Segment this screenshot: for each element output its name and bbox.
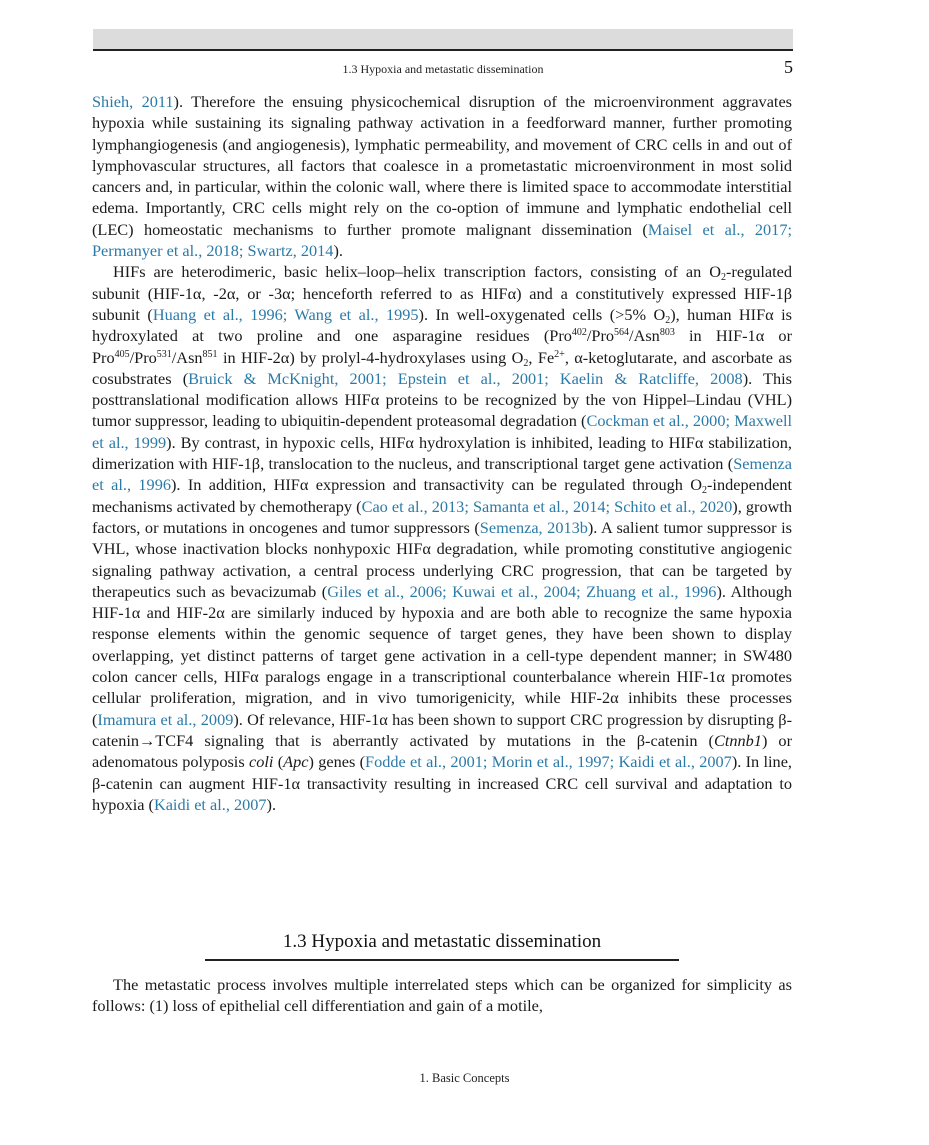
text-run: ). A salient tumor suppressor is VHL, whose inactivation blocks nonhypoxic HIFα degradation, while promoting constitutive angiogenic signaling pathway activation, a central process underlying CRC progression, that can be targeted by therapeutics such as bevacizumab (	[92, 517, 793, 601]
text-run: /Asn	[629, 326, 660, 346]
running-title: 1.3 Hypoxia and metastatic dissemination	[342, 62, 544, 76]
text-run: ). In line, β-catenin can augment HIF-1α transactivity resulting in increased CRC cell survival and adaptation to hypoxia (	[92, 752, 792, 814]
citation-link[interactable]: Huang et al., 1996; Wang et al., 1995	[152, 304, 419, 324]
text-run: ). In addition, HIFα expression and transactivity can be regulated through O	[170, 475, 703, 495]
citation-link[interactable]: Fodde et al., 2001; Morin et al., 1997; Kaidi et al., 2007	[365, 752, 732, 772]
superscript: 2+	[554, 348, 565, 360]
subscript: 2	[523, 357, 529, 369]
superscript: 402	[571, 327, 587, 339]
text-run: /Asn	[171, 347, 203, 367]
subscript: 2	[665, 314, 671, 326]
text-run: HIFs are heterodimeric, basic helix–loop–helix transcription factors, consisting of an O	[113, 262, 721, 282]
text-run: ) genes (	[308, 752, 366, 772]
text-run: ). This posttranslational modification allows HIFα proteins to be recognized by the von Hippel–Lindau (VHL) tumor suppressor, leading to ubiquitin-dependent proteasomal degradation (	[92, 368, 792, 431]
page-number: 5	[784, 57, 793, 77]
paragraph-2	[92, 261, 792, 815]
citation-link[interactable]: Kaidi et al., 2007	[153, 794, 267, 814]
text-run: ). Of relevance, HIF-1α has been shown to support CRC progression by disrupting β-catenin→TCF4 signaling that is aberrantly activated by mutations in the β-catenin (	[92, 709, 792, 750]
citation-link[interactable]: Maisel et al., 2017; Permanyer et al., 2018; Swartz, 2014	[92, 219, 792, 261]
citation-link[interactable]: Semenza, 2013b	[479, 517, 588, 537]
text-run: -regulated subunit (HIF-1α, -2α, or -3α; henceforth referred to as HIFα) and a constitutively expressed HIF-1β subunit (	[92, 262, 792, 324]
citation-link[interactable]: Giles et al., 2006; Kuwai et al., 2004; Zhuang et al., 1996	[327, 581, 717, 601]
text-run: ), growth factors, or mutations in oncogenes and tumor suppressors (	[92, 496, 793, 537]
citation-link[interactable]: Cockman et al., 2000; Maxwell et al., 1999	[92, 411, 792, 452]
subscript: 2	[702, 485, 708, 497]
text-run: , α-ketoglutarate, and ascorbate as cosubstrates (	[92, 347, 792, 388]
text-run: ).	[266, 794, 277, 814]
main-body	[92, 91, 792, 815]
citation-link[interactable]: Bruick & McKnight, 2001; Epstein et al., 2001; Kaelin & Ratcliffe, 2008	[188, 368, 743, 388]
gene-name-italic: Ctnnb1	[713, 730, 762, 750]
gene-name-italic: Apc	[283, 752, 309, 772]
superscript: 564	[614, 327, 630, 339]
text-run: /Pro	[586, 326, 615, 346]
text-run: ) or adenomatous polyposis	[92, 730, 792, 772]
citation-link[interactable]: Cao et al., 2013; Samanta et al., 2014; Schito et al., 2020	[361, 496, 733, 516]
subscript: 2	[721, 272, 726, 284]
text-run: , Fe	[528, 347, 555, 367]
section-heading: 1.3 Hypoxia and metastatic dissemination	[205, 931, 679, 961]
text-run: ). Although HIF-1α and HIF-2α are similarly induced by hypoxia and are both able to recognize the same hypoxia response elements within the genomic sequence of target genes, they have been shown to display overlapping, yet distinct patterns of target gene activation in a cell-type dependent manner; in SW480 colon cancer cells, HIFα paralogs engage in a transcriptional counterbalance wherein HIF-1α promotes cellular proliferation, migration, and in vivo tumorigenicity, while HIF-2α inhibits these processes (	[92, 581, 793, 729]
text-run: -independent mechanisms activated by chemotherapy (	[92, 475, 793, 516]
citation-link[interactable]: Imamura et al., 2009	[97, 709, 234, 729]
text-run: in HIF-1α or Pro	[92, 326, 792, 367]
text-run: ).	[333, 241, 343, 261]
citation-link[interactable]: Semenza et al., 1996	[92, 454, 792, 495]
text-run: ). By contrast, in hypoxic cells, HIFα hydroxylation is inhibited, leading to HIFα stabilization, dimerization with HIF-1β, translocation to the nucleus, and transcriptional target gene activation (	[92, 432, 792, 474]
superscript: 851	[202, 348, 218, 360]
running-header	[93, 59, 793, 79]
text-run: (	[273, 752, 284, 772]
citation-link[interactable]: Shieh, 2011	[92, 92, 174, 111]
section-paragraph: The metastatic process involves multiple interrelated steps which can be organized for simplicity as follows: (1) loss of epithelial cell differentiation and gain of a motile,	[92, 975, 792, 1016]
superscript: 803	[659, 327, 675, 339]
text-run: ). Therefore the ensuing physicochemical disruption of the microenvironment aggravates hypoxia while sustaining its signaling pathway activation in a feedforward manner, further promoting lymphangiogenesis (and angiogenesis), lymphatic permeability, and movement of CRC cells in and out of lymphovascular structures, all factors that coalesce in a prometastatic microenvironment in most solid cancers and, in particular, within the colonic wall, where there is limited space to accommodate interstitial edema. Importantly, CRC cells might rely on the co-option of immune and lymphatic endothelial cell (LEC) homeostatic mechanisms to further promote malignant dissemination (	[92, 92, 793, 239]
text-run: ). In well-oxygenated cells (>5% O	[418, 304, 666, 324]
header-rule-bar	[93, 29, 793, 51]
text-run: in HIF-2α) by prolyl-4-hydroxylases using O	[217, 347, 524, 367]
text-run: ), human HIFα is hydroxylated at two proline and one asparagine residues (Pro	[92, 304, 792, 346]
gene-name-italic: coli	[248, 752, 274, 772]
section-body	[92, 974, 792, 1017]
text-run: /Pro	[129, 347, 157, 367]
superscript: 531	[156, 348, 172, 360]
paragraph-1	[92, 91, 792, 261]
page-footer: 1. Basic Concepts	[419, 1071, 510, 1085]
superscript: 405	[114, 348, 130, 360]
